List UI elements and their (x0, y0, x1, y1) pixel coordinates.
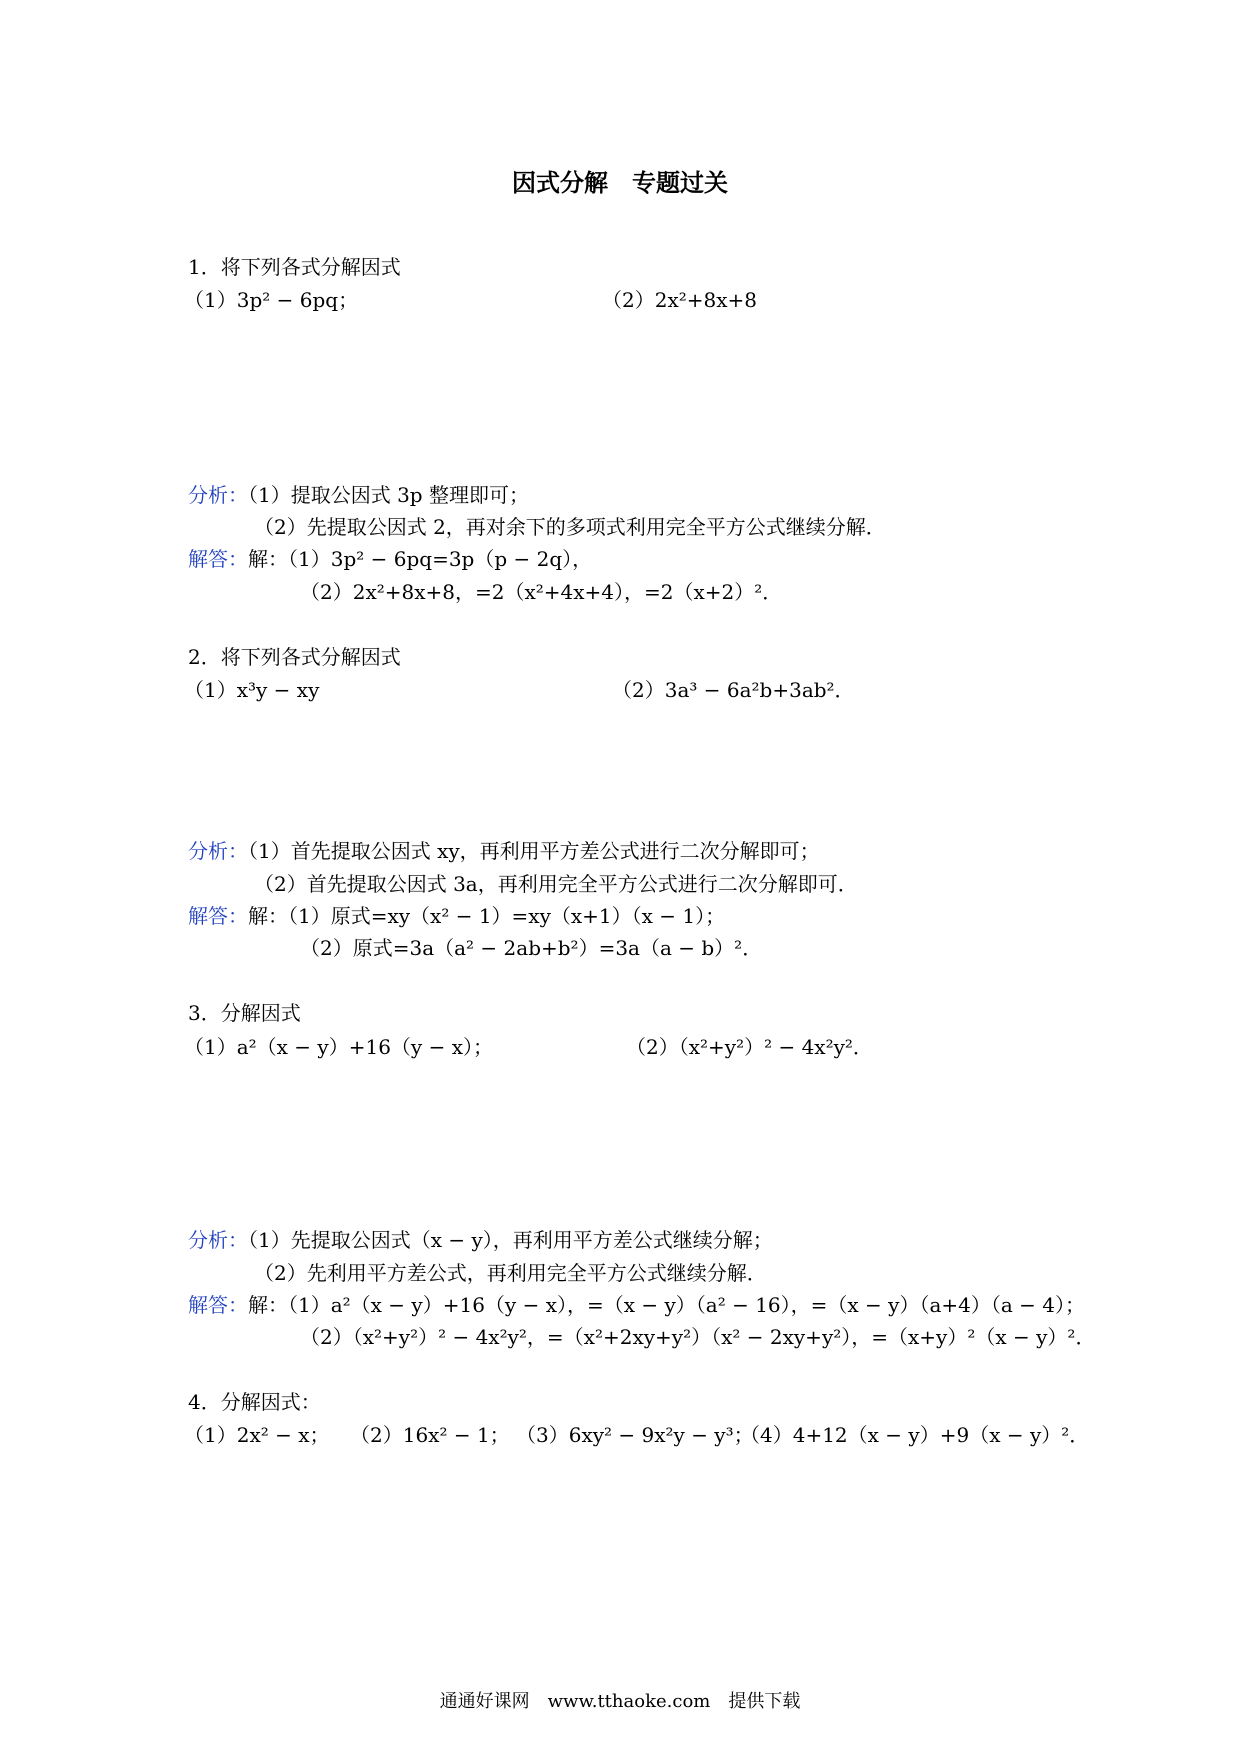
q2-analysis-label: 分析： (188, 839, 248, 863)
q3-heading: 3．分解因式 (188, 1001, 301, 1025)
q1-analysis-1: （1）提取公因式 3p 整理即可； (248, 483, 529, 507)
q3-answer-1: 解：（1）a²（x − y）+16（y − x），=（x − y）（a² − 16），=（x − y）（a+4）（a − 4）； (248, 1293, 1085, 1317)
q1-answer-1: 解：（1）3p² − 6pq=3p（p − 2q）， (248, 547, 593, 571)
q4-problem-3: （3）6xy² − 9x²y − y³； (516, 1423, 754, 1447)
q2-answer-2: （2）原式=3a（a² − 2ab+b²）=3a（a − b）²． (300, 936, 763, 960)
q2-answer-label: 解答： (188, 904, 248, 928)
q2-heading: 2．将下列各式分解因式 (188, 645, 401, 669)
q3-answer-2: （2）（x²+y²）² − 4x²y²，=（x²+2xy+y²）（x² − 2xy+y²），=（x+y）²（x − y）²． (300, 1325, 1096, 1349)
q2-analysis-line-1 (188, 838, 820, 864)
q2-problem-2: （2）3a³ − 6a²b+3ab²． (612, 678, 855, 702)
q3-answer-label: 解答： (188, 1293, 248, 1317)
page-title: 因式分解 专题过关 (512, 168, 728, 197)
q2-answer-line-1 (188, 903, 725, 929)
q1-analysis-label: 分析： (188, 483, 248, 507)
q1-answer-2: （2）2x²+8x+8，=2（x²+4x+4），=2（x+2）²． (300, 580, 783, 604)
q3-problem-2: （2）（x²+y²）² − 4x²y²． (626, 1035, 873, 1059)
q4-problem-4: （4）4+12（x − y）+9（x − y）²． (740, 1423, 1090, 1447)
q1-analysis-line-1 (188, 482, 529, 508)
q4-problem-2: （2）16x² − 1； (350, 1423, 510, 1447)
q1-analysis-2: （2）先提取公因式 2，再对余下的多项式利用完全平方公式继续分解． (254, 515, 886, 539)
q3-analysis-1: （1）先提取公因式（x − y），再利用平方差公式继续分解； (248, 1228, 773, 1252)
q1-problem-1: （1）3p² − 6pq； (184, 288, 359, 312)
q4-heading: 4．分解因式： (188, 1390, 321, 1414)
q1-heading: 1．将下列各式分解因式 (188, 255, 401, 279)
q3-analysis-label: 分析： (188, 1228, 248, 1252)
q2-analysis-2: （2）首先提取公因式 3a，再利用完全平方公式进行二次分解即可． (254, 872, 858, 896)
q3-analysis-2: （2）先利用平方差公式，再利用完全平方公式继续分解． (254, 1261, 767, 1285)
q3-answer-line-1 (188, 1292, 1085, 1318)
q2-problem-1: （1）x³y − xy (184, 678, 320, 702)
q1-answer-line-1 (188, 546, 592, 572)
q2-answer-1: 解：（1）原式=xy（x² − 1）=xy（x+1）（x − 1）； (248, 904, 726, 928)
q4-problem-1: （1）2x² − x； (184, 1423, 330, 1447)
page-footer: 通通好课网 www.tthaoke.com 提供下载 (439, 1691, 801, 1712)
q1-answer-label: 解答： (188, 547, 248, 571)
q2-analysis-1: （1）首先提取公因式 xy，再利用平方差公式进行二次分解即可； (248, 839, 820, 863)
q3-analysis-line-1 (188, 1227, 773, 1253)
q1-problem-2: （2）2x²+8x+8 (602, 288, 757, 312)
q3-problem-1: （1）a²（x − y）+16（y − x）； (184, 1035, 493, 1059)
